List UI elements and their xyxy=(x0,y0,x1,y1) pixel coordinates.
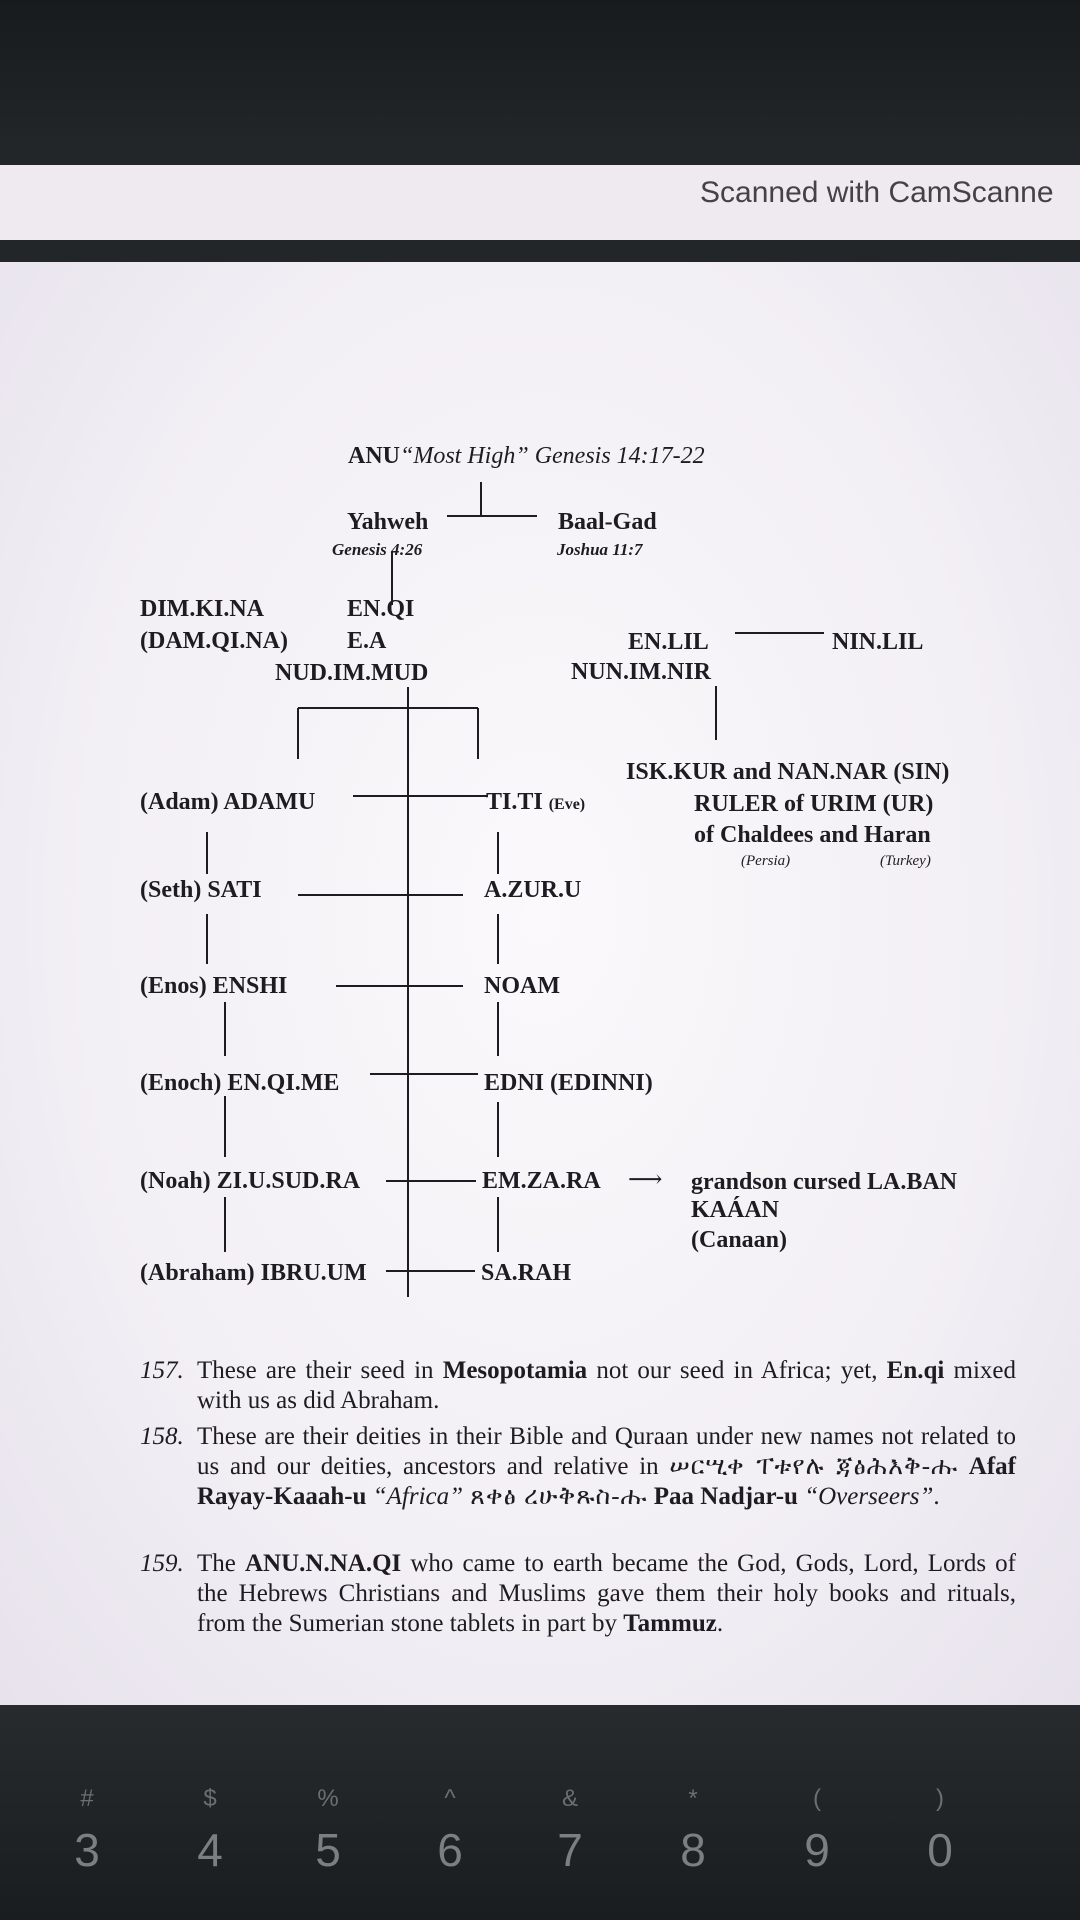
yahweh-reference: Genesis 4:26 xyxy=(332,540,423,559)
persia-note: (Persia) xyxy=(741,853,791,869)
emzara-label: EM.ZA.RA xyxy=(482,1168,601,1194)
grandson-cursed-label: grandson cursed LA.BAN xyxy=(691,1169,958,1195)
script-glyphs: ሠርሢቀ ፐቱየሉ ጃፅሕእቅ-ሑ xyxy=(669,1453,959,1480)
enshi-label: (Enos) ENSHI xyxy=(140,973,288,999)
dimkina-label: DIM.KI.NA xyxy=(140,596,264,622)
noam-label: NOAM xyxy=(484,973,560,999)
ninlil-label: NIN.LIL xyxy=(832,629,924,655)
key-4[interactable]: $ 4 xyxy=(197,1785,223,1876)
top-bezel xyxy=(0,0,1080,165)
key-7[interactable]: & 7 xyxy=(557,1785,583,1876)
ibruum-label: (Abraham) IBRU.UM xyxy=(140,1260,367,1286)
key-8[interactable]: * 8 xyxy=(680,1785,706,1876)
keyboard-number-row xyxy=(0,1705,1080,1920)
baalgad-reference: Joshua 11:7 xyxy=(557,540,643,559)
titi-eve-label: TI.TI (Eve) xyxy=(486,789,586,815)
damqina-label: (DAM.QI.NA) xyxy=(140,628,288,654)
ea-label: E.A xyxy=(347,628,387,654)
yahweh-label: Yahweh xyxy=(347,509,429,535)
adamu-label: (Adam) ADAMU xyxy=(140,789,316,815)
enlil-label: EN.LIL xyxy=(628,629,709,655)
script-glyphs: ጸቀፅ ረሁቅጹስ-ሑ xyxy=(463,1483,648,1510)
key-9[interactable]: ( 9 xyxy=(804,1785,830,1876)
canaan-label: (Canaan) xyxy=(691,1227,788,1253)
nudimmud-label: NUD.IM.MUD xyxy=(275,660,429,686)
sarah-label: SA.RAH xyxy=(481,1260,572,1286)
azuru-label: A.ZUR.U xyxy=(484,877,582,903)
header-divider xyxy=(0,240,1080,262)
key-0[interactable]: ) 0 xyxy=(927,1785,953,1876)
key-6[interactable]: ^ 6 xyxy=(437,1785,463,1876)
arrow-icon: ⟶ xyxy=(628,1167,663,1193)
ziusudra-label: (Noah) ZI.U.SUD.RA xyxy=(140,1168,361,1194)
turkey-note: (Turkey) xyxy=(880,853,931,869)
scanner-watermark: Scanned with CamScanne xyxy=(700,176,1054,209)
baalgad-label: Baal-Gad xyxy=(558,509,657,535)
iskur-nannar-label: ISK.KUR and NAN.NAR (SIN) xyxy=(626,759,950,785)
ruler-urim-label: RULER of URIM (UR) xyxy=(694,791,934,817)
nunimnir-label: NUN.IM.NIR xyxy=(571,659,711,685)
enqi-label: EN.QI xyxy=(347,596,415,622)
key-5[interactable]: % 5 xyxy=(315,1785,341,1876)
footnote-159: 159. The ANU.N.NA.QI who came to earth became the God, Gods, Lord, Lords of the Hebrews Christians and Muslims gave them their holy books and rituals, from the Sumerian stone tablets in part by Tammuz. xyxy=(140,1550,1017,1637)
edni-label: EDNI (EDINNI) xyxy=(484,1070,653,1096)
anu-heading: ANU“Most High” Genesis 14:17-22 xyxy=(348,443,705,469)
footnote-158: 158. These are their deities in their Bible and Quraan under new names not related to us and our deities, ancestors and relative in ሠርሢቀ ፐቱየሉ ጃፅሕእቅ-ሑ Afaf Rayay-Kaaah-u “Africa” ጸቀፅ ረሁቅጹስ-ሑ Paa Nadjar-u “Overseers”. xyxy=(140,1423,1016,1510)
kaaan-label: KAÁAN xyxy=(691,1197,779,1223)
footnote-157: 157. These are their seed in Mesopotamia not our seed in Africa; yet, En.qi mixed with us as did Abraham. xyxy=(140,1357,1017,1414)
book-page xyxy=(0,262,1080,1705)
key-3[interactable]: # 3 xyxy=(74,1785,100,1876)
sati-label: (Seth) SATI xyxy=(140,877,262,903)
enqime-label: (Enoch) EN.QI.ME xyxy=(140,1070,340,1096)
chaldees-haran-label: of Chaldees and Haran xyxy=(694,822,931,848)
